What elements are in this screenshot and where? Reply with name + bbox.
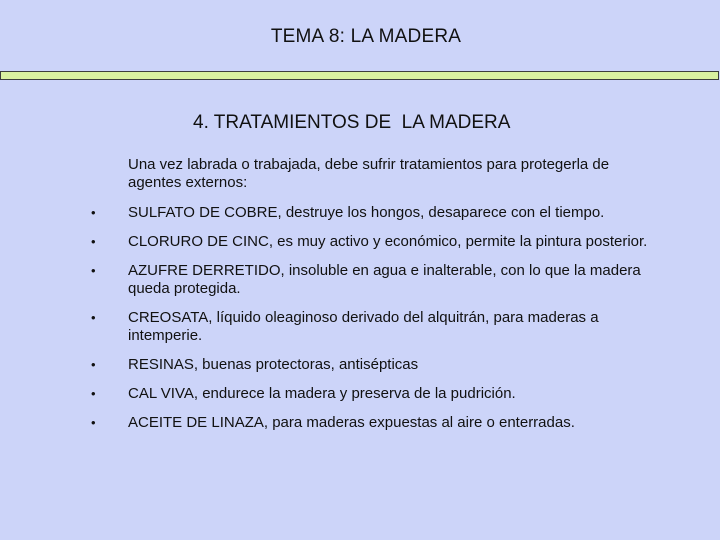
bullet-dot-icon: • bbox=[91, 415, 96, 430]
intro-paragraph: Una vez labrada o trabajada, debe sufrir tratamientos para protegerla de agentes externos: bbox=[128, 156, 610, 191]
list-item-text: CREOSATA, líquido oleaginoso derivado del alquitrán, para maderas a intemperie. bbox=[128, 309, 599, 344]
title-divider-bar bbox=[0, 71, 719, 80]
list-item-text: CLORURO DE CINC, es muy activo y económico, permite la pintura posterior. bbox=[128, 233, 648, 250]
list-item-text: AZUFRE DERRETIDO, insoluble en agua e inalterable, con lo que la madera queda protegida. bbox=[128, 262, 641, 297]
list-item bbox=[0, 414, 720, 432]
list-item bbox=[0, 233, 720, 251]
bullet-dot-icon: • bbox=[91, 357, 96, 372]
bullet-dot-icon: • bbox=[91, 310, 96, 325]
list-item bbox=[0, 309, 720, 345]
treatments-list bbox=[0, 204, 720, 443]
list-item bbox=[0, 204, 720, 222]
slide-title: TEMA 8: LA MADERA bbox=[270, 26, 462, 47]
list-item-text: RESINAS, buenas protectoras, antisépticas bbox=[128, 356, 419, 373]
bullet-dot-icon: • bbox=[91, 205, 96, 220]
bullet-dot-icon: • bbox=[91, 234, 96, 249]
list-item bbox=[0, 356, 720, 374]
bullet-dot-icon: • bbox=[91, 386, 96, 401]
list-item-text: CAL VIVA, endurece la madera y preserva de la pudrición. bbox=[128, 385, 516, 402]
list-item-text: SULFATO DE COBRE, destruye los hongos, desaparece con el tiempo. bbox=[128, 204, 605, 221]
list-item bbox=[0, 262, 720, 298]
bullet-dot-icon: • bbox=[91, 263, 96, 278]
section-heading: 4. TRATAMIENTOS DE LA MADERA bbox=[193, 112, 511, 133]
list-item-text: ACEITE DE LINAZA, para maderas expuestas al aire o enterradas. bbox=[128, 414, 575, 431]
list-item bbox=[0, 385, 720, 403]
